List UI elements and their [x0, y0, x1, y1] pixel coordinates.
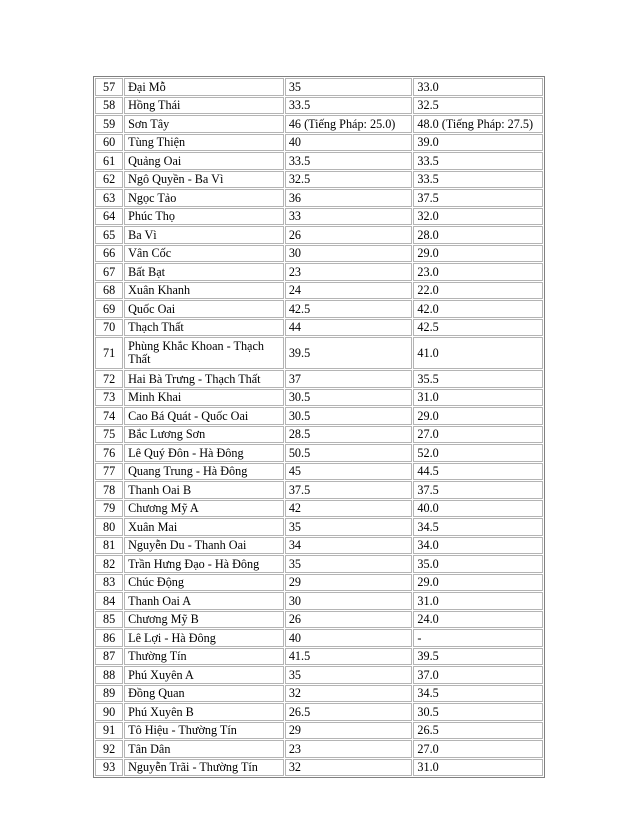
score-year-2-cell: 34.5 [413, 518, 543, 536]
score-year-1-cell: 46 (Tiếng Pháp: 25.0) [285, 115, 413, 133]
score-year-1-cell: 30 [285, 592, 413, 610]
score-year-1-cell: 35 [285, 666, 413, 684]
score-year-1-cell: 23 [285, 263, 413, 281]
school-name-cell: Cao Bá Quát - Quốc Oai [124, 407, 284, 425]
school-name-cell: Vân Cốc [124, 245, 284, 263]
row-number-cell: 71 [95, 337, 123, 369]
school-name-cell: Thạch Thất [124, 319, 284, 337]
score-year-1-cell: 39.5 [285, 337, 413, 369]
school-name-cell: Phú Xuyên A [124, 666, 284, 684]
score-year-2-cell: 29.0 [413, 245, 543, 263]
score-year-2-cell: 42.5 [413, 319, 543, 337]
table-row [95, 134, 543, 152]
score-year-2-cell: 37.5 [413, 481, 543, 499]
score-year-2-cell: 41.0 [413, 337, 543, 369]
score-year-1-cell: 36 [285, 189, 413, 207]
row-number-cell: 72 [95, 370, 123, 388]
table-row [95, 78, 543, 96]
table-row [95, 337, 543, 369]
school-name-cell: Ngọc Tảo [124, 189, 284, 207]
school-name-cell: Ngô Quyền - Ba Vì [124, 171, 284, 189]
table-row [95, 407, 543, 425]
score-year-2-cell: 32.0 [413, 208, 543, 226]
row-number-cell: 92 [95, 740, 123, 758]
score-year-1-cell: 44 [285, 319, 413, 337]
table-row [95, 740, 543, 758]
score-year-1-cell: 33.5 [285, 152, 413, 170]
row-number-cell: 77 [95, 463, 123, 481]
table-row [95, 226, 543, 244]
score-year-2-cell: 31.0 [413, 592, 543, 610]
school-name-cell: Tân Dân [124, 740, 284, 758]
score-year-2-cell: 31.0 [413, 389, 543, 407]
row-number-cell: 63 [95, 189, 123, 207]
row-number-cell: 57 [95, 78, 123, 96]
school-name-cell: Hồng Thái [124, 97, 284, 115]
school-name-cell: Chúc Động [124, 574, 284, 592]
score-year-1-cell: 26 [285, 226, 413, 244]
score-year-2-cell: 52.0 [413, 444, 543, 462]
score-year-1-cell: 23 [285, 740, 413, 758]
row-number-cell: 79 [95, 500, 123, 518]
school-name-cell: Quảng Oai [124, 152, 284, 170]
table-row [95, 97, 543, 115]
table-row [95, 685, 543, 703]
table-row [95, 500, 543, 518]
score-year-1-cell: 35 [285, 555, 413, 573]
table-row [95, 208, 543, 226]
school-name-cell: Phúc Thọ [124, 208, 284, 226]
score-year-1-cell: 40 [285, 134, 413, 152]
table-row [95, 722, 543, 740]
score-year-1-cell: 32 [285, 759, 413, 777]
row-number-cell: 86 [95, 629, 123, 647]
school-name-cell: Ba Vì [124, 226, 284, 244]
admission-scores-table [93, 76, 545, 778]
score-year-1-cell: 37.5 [285, 481, 413, 499]
row-number-cell: 78 [95, 481, 123, 499]
row-number-cell: 74 [95, 407, 123, 425]
row-number-cell: 64 [95, 208, 123, 226]
score-year-2-cell: 23.0 [413, 263, 543, 281]
table-row [95, 189, 543, 207]
score-year-1-cell: 30.5 [285, 407, 413, 425]
row-number-cell: 66 [95, 245, 123, 263]
table-row [95, 370, 543, 388]
row-number-cell: 82 [95, 555, 123, 573]
score-year-2-cell: 44.5 [413, 463, 543, 481]
school-name-cell: Lê Quý Đôn - Hà Đông [124, 444, 284, 462]
score-year-1-cell: 28.5 [285, 426, 413, 444]
score-year-2-cell: 31.0 [413, 759, 543, 777]
score-year-1-cell: 45 [285, 463, 413, 481]
school-name-cell: Trần Hưng Đạo - Hà Đông [124, 555, 284, 573]
score-year-2-cell: 32.5 [413, 97, 543, 115]
school-name-cell: Sơn Tây [124, 115, 284, 133]
table-row [95, 518, 543, 536]
row-number-cell: 84 [95, 592, 123, 610]
row-number-cell: 65 [95, 226, 123, 244]
table-row [95, 574, 543, 592]
score-year-1-cell: 35 [285, 78, 413, 96]
table-row [95, 648, 543, 666]
table-row [95, 319, 543, 337]
score-year-2-cell: 39.5 [413, 648, 543, 666]
score-year-1-cell: 30.5 [285, 389, 413, 407]
score-year-1-cell: 29 [285, 722, 413, 740]
table-row [95, 282, 543, 300]
school-name-cell: Minh Khai [124, 389, 284, 407]
table-row [95, 389, 543, 407]
school-name-cell: Nguyễn Trãi - Thường Tín [124, 759, 284, 777]
row-number-cell: 68 [95, 282, 123, 300]
school-name-cell: Bất Bạt [124, 263, 284, 281]
table-row [95, 555, 543, 573]
score-year-2-cell: 42.0 [413, 300, 543, 318]
score-year-2-cell: 26.5 [413, 722, 543, 740]
row-number-cell: 75 [95, 426, 123, 444]
score-year-1-cell: 42 [285, 500, 413, 518]
row-number-cell: 60 [95, 134, 123, 152]
school-name-cell: Chương Mỹ A [124, 500, 284, 518]
score-year-1-cell: 33.5 [285, 97, 413, 115]
row-number-cell: 67 [95, 263, 123, 281]
school-name-cell: Xuân Khanh [124, 282, 284, 300]
school-name-cell: Nguyễn Du - Thanh Oai [124, 537, 284, 555]
score-year-2-cell: 35.5 [413, 370, 543, 388]
row-number-cell: 83 [95, 574, 123, 592]
school-name-cell: Bắc Lương Sơn [124, 426, 284, 444]
score-year-1-cell: 32.5 [285, 171, 413, 189]
table-row [95, 481, 543, 499]
score-year-2-cell: 48.0 (Tiếng Pháp: 27.5) [413, 115, 543, 133]
row-number-cell: 59 [95, 115, 123, 133]
table-body [95, 78, 543, 776]
school-name-cell: Chương Mỹ B [124, 611, 284, 629]
row-number-cell: 88 [95, 666, 123, 684]
school-name-cell: Đại Mỗ [124, 78, 284, 96]
table-row [95, 703, 543, 721]
score-year-2-cell: 37.0 [413, 666, 543, 684]
score-year-1-cell: 30 [285, 245, 413, 263]
score-year-2-cell: 37.5 [413, 189, 543, 207]
row-number-cell: 87 [95, 648, 123, 666]
score-year-1-cell: 29 [285, 574, 413, 592]
school-name-cell: Tùng Thiện [124, 134, 284, 152]
score-year-1-cell: 33 [285, 208, 413, 226]
score-year-2-cell: - [413, 629, 543, 647]
table-row [95, 759, 543, 777]
row-number-cell: 81 [95, 537, 123, 555]
score-year-1-cell: 42.5 [285, 300, 413, 318]
row-number-cell: 93 [95, 759, 123, 777]
table-row [95, 426, 543, 444]
table-row [95, 592, 543, 610]
score-year-2-cell: 33.5 [413, 171, 543, 189]
score-year-2-cell: 35.0 [413, 555, 543, 573]
score-year-2-cell: 29.0 [413, 407, 543, 425]
school-name-cell: Hai Bà Trưng - Thạch Thất [124, 370, 284, 388]
row-number-cell: 89 [95, 685, 123, 703]
row-number-cell: 73 [95, 389, 123, 407]
score-year-1-cell: 32 [285, 685, 413, 703]
table-row [95, 537, 543, 555]
school-name-cell: Phùng Khắc Khoan - Thạch Thất [124, 337, 284, 369]
score-year-1-cell: 24 [285, 282, 413, 300]
score-year-1-cell: 34 [285, 537, 413, 555]
table-row [95, 115, 543, 133]
row-number-cell: 91 [95, 722, 123, 740]
school-name-cell: Tô Hiệu - Thường Tín [124, 722, 284, 740]
score-year-2-cell: 40.0 [413, 500, 543, 518]
table-row [95, 666, 543, 684]
row-number-cell: 58 [95, 97, 123, 115]
table-row [95, 300, 543, 318]
row-number-cell: 62 [95, 171, 123, 189]
row-number-cell: 61 [95, 152, 123, 170]
school-name-cell: Đồng Quan [124, 685, 284, 703]
row-number-cell: 90 [95, 703, 123, 721]
school-name-cell: Thanh Oai B [124, 481, 284, 499]
row-number-cell: 80 [95, 518, 123, 536]
score-year-2-cell: 22.0 [413, 282, 543, 300]
table-row [95, 629, 543, 647]
score-year-1-cell: 37 [285, 370, 413, 388]
score-year-1-cell: 40 [285, 629, 413, 647]
score-year-2-cell: 27.0 [413, 740, 543, 758]
row-number-cell: 85 [95, 611, 123, 629]
score-year-1-cell: 50.5 [285, 444, 413, 462]
school-name-cell: Thường Tín [124, 648, 284, 666]
score-year-1-cell: 35 [285, 518, 413, 536]
row-number-cell: 69 [95, 300, 123, 318]
score-year-2-cell: 29.0 [413, 574, 543, 592]
score-year-2-cell: 27.0 [413, 426, 543, 444]
score-year-1-cell: 26 [285, 611, 413, 629]
table-row [95, 263, 543, 281]
school-name-cell: Xuân Mai [124, 518, 284, 536]
table-row [95, 611, 543, 629]
score-year-2-cell: 34.5 [413, 685, 543, 703]
score-year-2-cell: 28.0 [413, 226, 543, 244]
score-year-2-cell: 33.0 [413, 78, 543, 96]
table-row [95, 245, 543, 263]
score-year-2-cell: 33.5 [413, 152, 543, 170]
table-row [95, 171, 543, 189]
school-name-cell: Phú Xuyên B [124, 703, 284, 721]
score-year-1-cell: 26.5 [285, 703, 413, 721]
score-year-2-cell: 24.0 [413, 611, 543, 629]
row-number-cell: 70 [95, 319, 123, 337]
school-name-cell: Quốc Oai [124, 300, 284, 318]
score-year-2-cell: 39.0 [413, 134, 543, 152]
row-number-cell: 76 [95, 444, 123, 462]
table-row [95, 444, 543, 462]
table-row [95, 463, 543, 481]
school-name-cell: Lê Lợi - Hà Đông [124, 629, 284, 647]
score-year-2-cell: 30.5 [413, 703, 543, 721]
table-row [95, 152, 543, 170]
score-year-2-cell: 34.0 [413, 537, 543, 555]
score-year-1-cell: 41.5 [285, 648, 413, 666]
school-name-cell: Thanh Oai A [124, 592, 284, 610]
school-name-cell: Quang Trung - Hà Đông [124, 463, 284, 481]
